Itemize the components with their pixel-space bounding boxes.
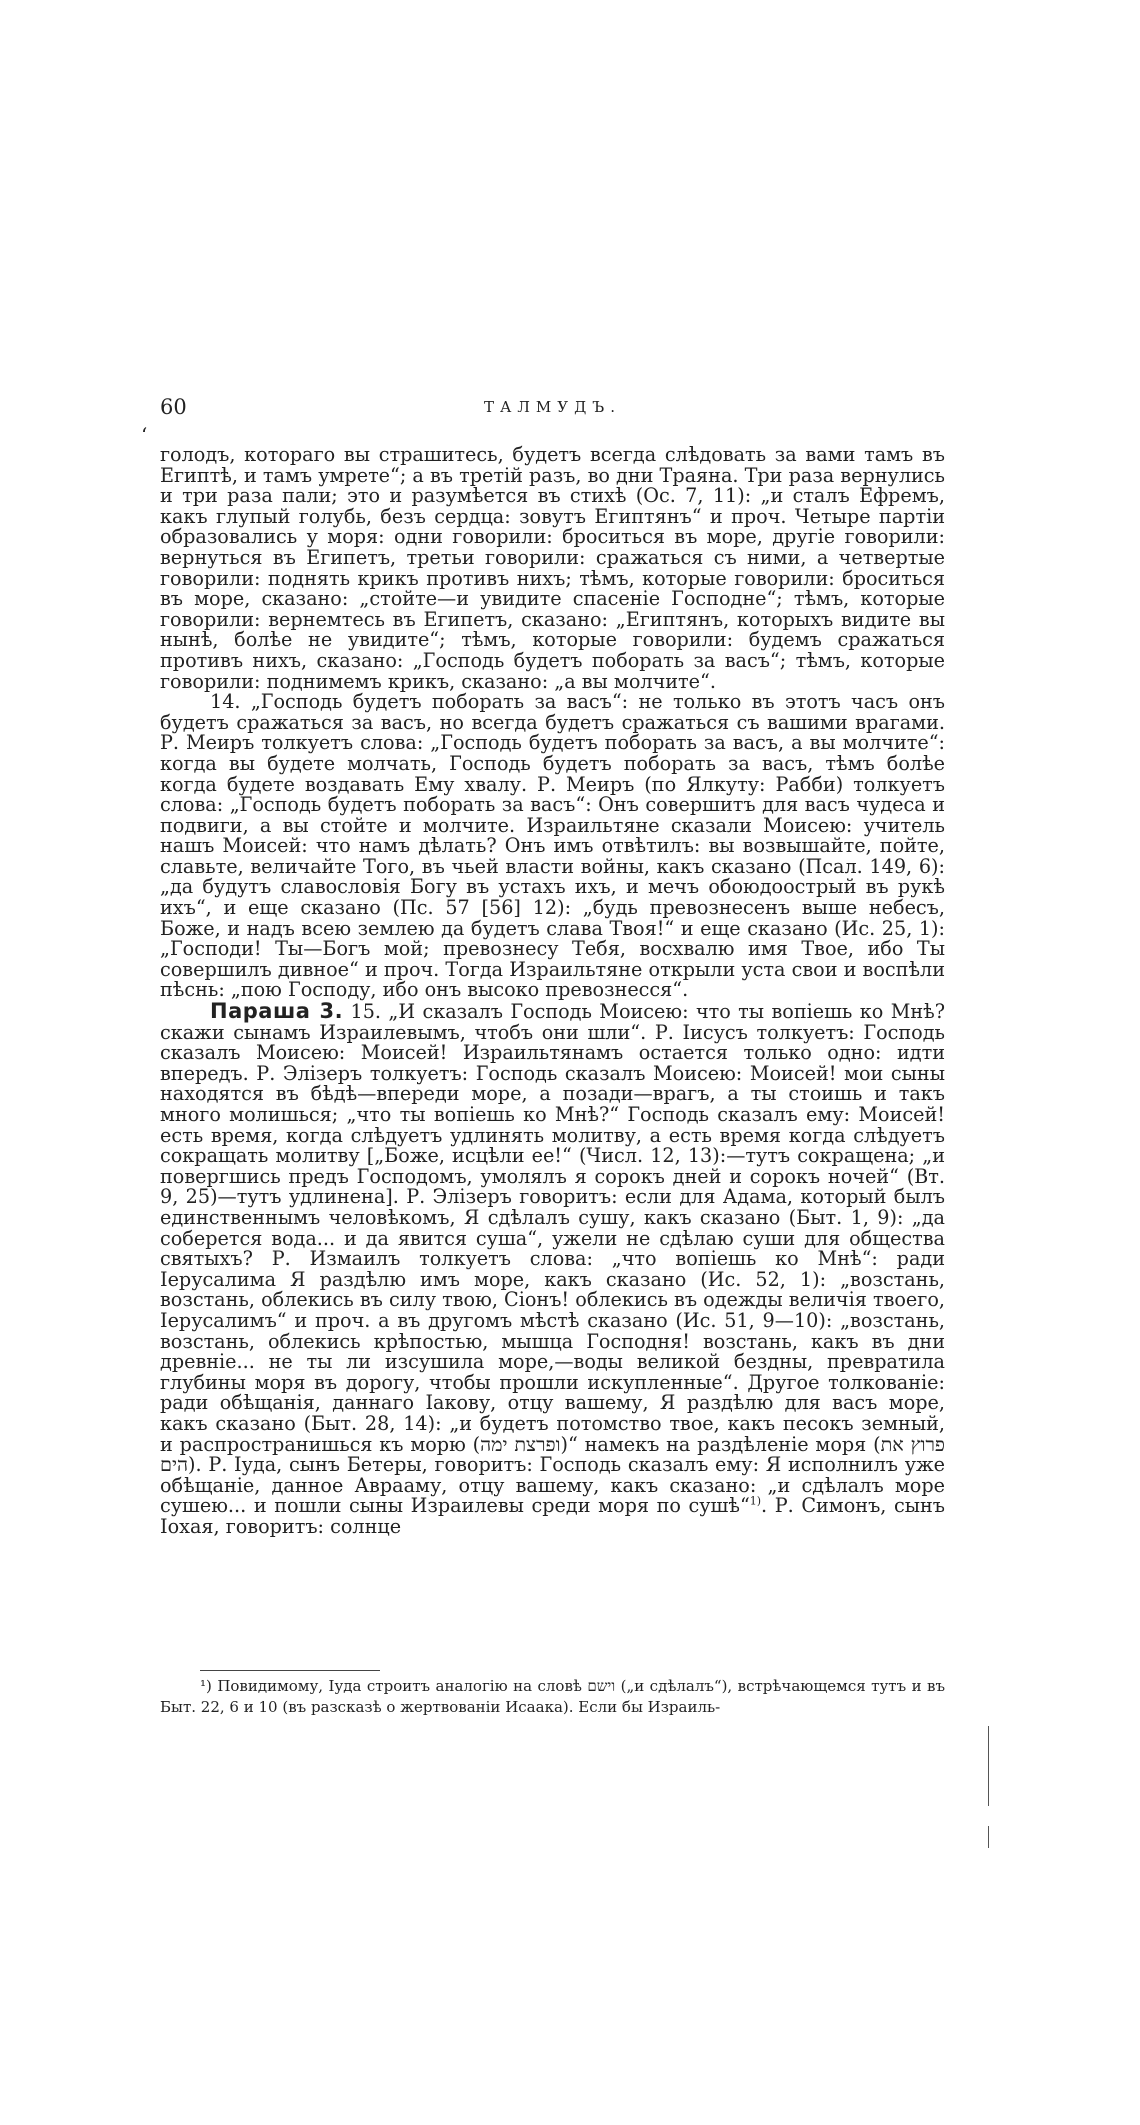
hebrew-phrase-2: פרוץ את הים (160, 1432, 945, 1477)
page-number: 60 (160, 395, 187, 419)
paragraph-3 (160, 1001, 945, 1537)
running-head (160, 395, 945, 419)
footnote-divider (200, 1670, 380, 1671)
hebrew-phrase-1: ופרצת ימה (480, 1432, 561, 1456)
footnote-text-a: Повидимому, Іуда строитъ аналогію на словѣ (211, 1677, 588, 1695)
footnote-marker: ¹) (200, 1677, 212, 1695)
footnote (160, 1676, 945, 1718)
footnote-1 (160, 1676, 945, 1718)
footnote-text-b: („и сдѣлалъ“), встрѣчающемся тутъ и въ Быт. 22, 6 и 10 (въ разсказѣ о жертвованіи Исаака). Если бы Израиль- (160, 1677, 945, 1716)
paragraph-3-text-b: )“ намекъ на раздѣленіе моря ( (560, 1432, 881, 1456)
paragraph-1: голодъ, котораго вы страшитесь, будетъ всегда слѣдовать за вами тамъ въ Египтѣ, и тамъ умрете“; а въ третій разъ, во дни Траяна. Три раза вернулись и три раза пали; это и разумѣется въ стихѣ (Ос. 7, 11): „и сталъ Ефремъ, какъ глупый голубь, безъ сердца: зовутъ Египтянъ“ и проч. Четыре партіи образовались у моря: одни говорили: броситься въ море, другіе говорили: вернуться въ Египетъ, третьи говорили: сражаться съ ними, а четвертые говорили: поднять крикъ противъ нихъ; тѣмъ, которые говорили: броситься въ море, сказано: „стойте—и увидите спасеніе Господне“; тѣмъ, которые говорили: вернемтесь въ Египетъ, сказано: „Египтянъ, которыхъ видите вы нынѣ, болѣе не увидите“; тѣмъ, которые говорили: будемъ сражаться противъ нихъ, сказано: „Господь будетъ поборать за васъ“; тѣмъ, которые говорили: поднимемъ крикъ, сказано: „а вы молчите“. (160, 443, 945, 693)
paragraph-3-text-d: . Р. Симонъ, сынъ Іохая, говоритъ: солнце (160, 1494, 945, 1538)
scan-margin-line (988, 1826, 989, 1848)
scan-margin-line (988, 1726, 989, 1806)
main-text-column (160, 445, 945, 1537)
paragraph-2: 14. „Господь будетъ поборать за васъ“: не только въ этотъ часъ онъ будетъ сражаться за васъ, но всегда будетъ сражаться съ вашими врагами. Р. Меиръ толкуетъ слова: „Господь будетъ поборать за васъ, а вы молчите“: когда вы будете молчать, Господь будетъ поборать за васъ, тѣмъ болѣе когда будете воздавать Ему хвалу. Р. Меиръ (по Ялкуту: Рабби) толкуетъ слова: „Господь будетъ поборать за васъ“: Онъ совершитъ для васъ чудеса и подвиги, а вы стойте и молчите. Израильтяне сказали Моисею: учитель нашъ Моисей: что намъ дѣлать? Онъ имъ отвѣтилъ: вы возвышайте, пойте, славьте, величайте Того, въ чьей власти войны, какъ сказано (Псал. 149, 6): „да будутъ славословія Богу въ устахъ ихъ, и мечъ обоюдоострый въ рукѣ ихъ“, и еще сказано (Пс. 57 [56] 12): „будь превознесенъ выше небесъ, Боже, и надъ всею землею да будетъ слава Твоя!“ и еще сказано (Ис. 25, 1): „Господи! Ты—Богъ мой; превознесу Тебя, восхвалю имя Твое, ибо Ты совершилъ дивное“ и проч. Тогда Израильтяне открыли уста свои и воспѣли пѣснь: „пою Господу, ибо онъ высоко превознесся“. (160, 690, 945, 1002)
footnote-hebrew-word: וישם (587, 1677, 616, 1695)
stray-ink-mark: ʻ (141, 423, 148, 447)
paragraph-3-text-a: 15. „И сказалъ Господь Моисею: что ты вопіешь ко Мнѣ? скажи сынамъ Израилевымъ, чтобъ они шли“. Р. Іисусъ толкуетъ: Господь сказалъ Моисею: Моисей! Израильтянамъ остается только одно: идти впередъ. Р. Элізеръ толкуетъ: Господь сказалъ Моисею: Моисей! мои сыны находятся въ бѣдѣ—впереди море, а позади—врагъ, а ты стоишь и такъ много молишься; „что ты вопіешь ко Мнѣ?“ Господь сказалъ ему: Моисей! есть время, когда слѣдуетъ удлинять молитву, а есть время когда слѣдуетъ сокращать молитву [„Боже, исцѣли ее!“ (Числ. 12, 13):—тутъ сокращена; „и повергшись предъ Господомъ, умолялъ я сорокъ дней и сорокъ ночей“ (Вт. 9, 25)—тутъ удлинена]. Р. Элізеръ говоритъ: если для Адама, который былъ единственнымъ человѣкомъ, Я сдѣлалъ сушу, какъ сказано (Быт. 1, 9): „да соберется вода... и да явится суша“, ужели не сдѣлаю суши для общества святыхъ? Р. Измаилъ толкуетъ слова: „что вопіешь ко Мнѣ“: ради Іерусалима Я раздѣлю имъ море, какъ сказано (Ис. 52, 1): „возстань, возстань, облекись въ силу твою, Сіонъ! облекись въ одежды величія твоего, Іерусалимъ“ и проч. а въ другомъ мѣстѣ сказано (Ис. 51, 9—10): „возстань, возстань, облекись крѣпостью, мышца Господня! возстань, какъ въ дни древніе... не ты ли изсушила море,—воды великой бездны, превратила глубины моря въ дорогу, чтобы прошли искупленные“. Другое толкованіе: ради обѣщанія, даннаго Іакову, отцу вашему, Я раздѣлю для васъ море, какъ сказано (Быт. 28, 14): „и будетъ потомство твое, какъ песокъ земный, и распространишься къ морю ( (160, 1000, 945, 1456)
paragraph-3-text-c: ). Р. Іуда, сынъ Бетеры, говоритъ: Господь сказалъ ему: Я исполнилъ уже обѣщаніе, данное Аврааму, отцу вашему, какъ сказано: „и сдѣлалъ море сушею... и пошли сыны Израилевы среди моря по сушѣ“ (160, 1453, 945, 1518)
running-title: ТАЛМУДЪ. (484, 398, 621, 416)
footnote-reference[interactable]: 1) (749, 1494, 762, 1508)
parasha-heading: Параша 3. (210, 999, 344, 1024)
